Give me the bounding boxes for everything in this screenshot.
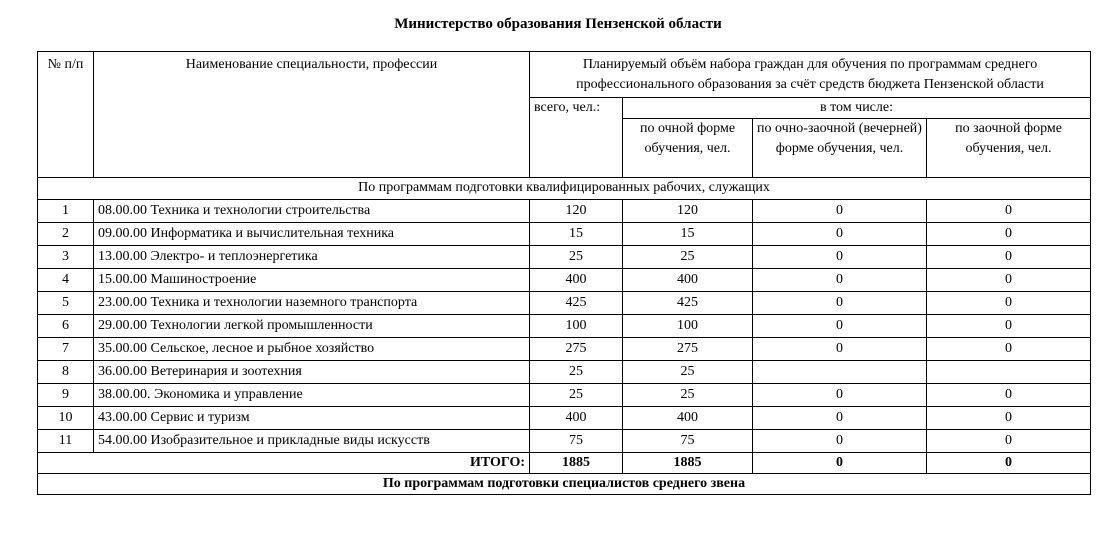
row-extramural: 0 [927, 315, 1091, 338]
row-total: 25 [530, 246, 623, 269]
header-num: № п/п [38, 52, 94, 178]
row-total: 25 [530, 384, 623, 407]
header-name: Наименование специальности, профессии [94, 52, 530, 178]
row-specialty-name: 15.00.00 Машиностроение [94, 269, 530, 292]
row-evening: 0 [753, 430, 927, 453]
row-specialty-name: 43.00.00 Сервис и туризм [94, 407, 530, 430]
row-specialty-name: 36.00.00 Ветеринария и зоотехния [94, 361, 530, 384]
row-total: 275 [530, 338, 623, 361]
row-specialty-name: 54.00.00 Изобразительное и прикладные виды искусств [94, 430, 530, 453]
totals-label: ИТОГО: [38, 453, 530, 474]
row-total: 25 [530, 361, 623, 384]
table-row [38, 315, 1091, 338]
row-total: 100 [530, 315, 623, 338]
row-number: 9 [38, 384, 94, 407]
header-planned: Планируемый объём набора граждан для обучения по программам среднего профессионального образования за счёт средств бюджета Пензенской области [530, 52, 1091, 98]
row-fulltime: 275 [623, 338, 753, 361]
row-fulltime: 75 [623, 430, 753, 453]
row-number: 7 [38, 338, 94, 361]
totals-row [38, 453, 1091, 474]
section-title-workers: По программам подготовки квалифицированных рабочих, служащих [38, 178, 1091, 200]
row-fulltime: 25 [623, 361, 753, 384]
header-extramural: по заочной форме обучения, чел. [927, 119, 1091, 178]
table-row [38, 200, 1091, 223]
row-evening: 0 [753, 246, 927, 269]
row-specialty-name: 23.00.00 Техника и технологии наземного транспорта [94, 292, 530, 315]
table-row [38, 430, 1091, 453]
row-specialty-name: 38.00.00. Экономика и управление [94, 384, 530, 407]
row-evening: 0 [753, 338, 927, 361]
row-fulltime: 25 [623, 246, 753, 269]
row-number: 5 [38, 292, 94, 315]
row-extramural: 0 [927, 338, 1091, 361]
table-row [38, 407, 1091, 430]
header-fulltime: по очной форме обучения, чел. [623, 119, 753, 178]
admission-plan-table [37, 51, 1091, 495]
table-row [38, 223, 1091, 246]
page-title: Министерство образования Пензенской области [394, 16, 722, 32]
row-total: 120 [530, 200, 623, 223]
row-number: 4 [38, 269, 94, 292]
row-evening: 0 [753, 384, 927, 407]
header-including: в том числе: [623, 98, 1091, 119]
row-evening [753, 361, 927, 384]
row-fulltime: 25 [623, 384, 753, 407]
row-specialty-name: 35.00.00 Сельское, лесное и рыбное хозяйство [94, 338, 530, 361]
row-number: 3 [38, 246, 94, 269]
totals-fulltime: 1885 [623, 453, 753, 474]
row-fulltime: 425 [623, 292, 753, 315]
table-row [38, 384, 1091, 407]
row-specialty-name: 09.00.00 Информатика и вычислительная техника [94, 223, 530, 246]
row-extramural: 0 [927, 223, 1091, 246]
header-evening: по очно-заочной (вечерней) форме обучения, чел. [753, 119, 927, 178]
row-total: 400 [530, 269, 623, 292]
row-number: 8 [38, 361, 94, 384]
row-extramural: 0 [927, 384, 1091, 407]
totals-extramural: 0 [927, 453, 1091, 474]
section-title-specialists: По программам подготовки специалистов среднего звена [38, 474, 1091, 495]
table-row [38, 292, 1091, 315]
header-total: всего, чел.: [530, 98, 623, 178]
row-extramural: 0 [927, 292, 1091, 315]
row-fulltime: 400 [623, 269, 753, 292]
row-number: 6 [38, 315, 94, 338]
row-fulltime: 15 [623, 223, 753, 246]
section-row [38, 474, 1091, 495]
totals-evening: 0 [753, 453, 927, 474]
row-extramural [927, 361, 1091, 384]
table-row [38, 361, 1091, 384]
row-specialty-name: 29.00.00 Технологии легкой промышленности [94, 315, 530, 338]
row-extramural: 0 [927, 246, 1091, 269]
table-row [38, 246, 1091, 269]
row-extramural: 0 [927, 200, 1091, 223]
row-evening: 0 [753, 315, 927, 338]
totals-total: 1885 [530, 453, 623, 474]
row-extramural: 0 [927, 407, 1091, 430]
row-evening: 0 [753, 407, 927, 430]
row-number: 2 [38, 223, 94, 246]
row-total: 400 [530, 407, 623, 430]
table-row [38, 338, 1091, 361]
row-number: 10 [38, 407, 94, 430]
row-specialty-name: 08.00.00 Техника и технологии строительства [94, 200, 530, 223]
row-number: 1 [38, 200, 94, 223]
header-row-1 [38, 52, 1091, 98]
row-fulltime: 100 [623, 315, 753, 338]
table-row [38, 269, 1091, 292]
row-fulltime: 120 [623, 200, 753, 223]
row-evening: 0 [753, 200, 927, 223]
row-total: 425 [530, 292, 623, 315]
row-evening: 0 [753, 269, 927, 292]
row-extramural: 0 [927, 269, 1091, 292]
row-number: 11 [38, 430, 94, 453]
row-total: 75 [530, 430, 623, 453]
row-total: 15 [530, 223, 623, 246]
row-specialty-name: 13.00.00 Электро- и теплоэнергетика [94, 246, 530, 269]
row-fulltime: 400 [623, 407, 753, 430]
row-evening: 0 [753, 223, 927, 246]
section-row [38, 178, 1091, 200]
row-evening: 0 [753, 292, 927, 315]
row-extramural: 0 [927, 430, 1091, 453]
